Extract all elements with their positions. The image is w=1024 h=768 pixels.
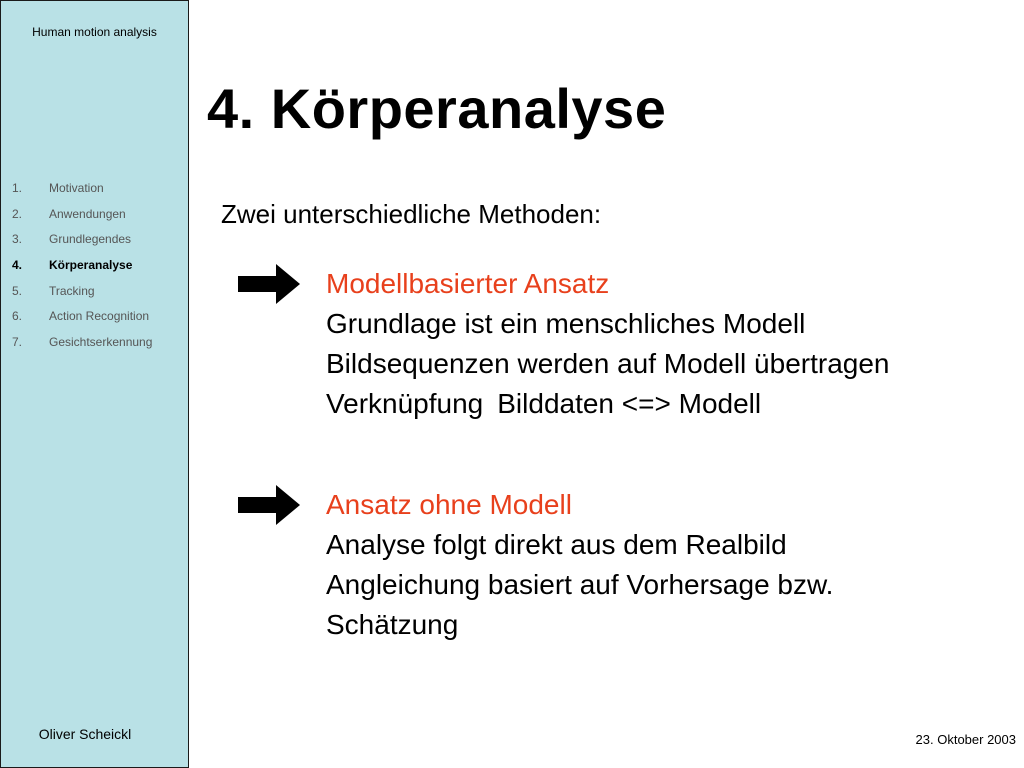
intro-text: Zwei unterschiedliche Methoden: [221,199,602,229]
agenda-list [1,181,188,361]
agenda-label: Körperanalyse [49,258,133,273]
agenda-label: Grundlegendes [49,232,132,247]
agenda-label: Tracking [49,283,95,298]
agenda-number: 5. [12,283,23,298]
agenda-item-anwendungen[interactable] [1,207,188,233]
method-text [326,485,833,645]
sidebar [0,0,189,768]
agenda-item-gesichtserkennung[interactable] [1,335,188,361]
method-line: Analyse folgt direkt aus dem Realbild [326,529,787,560]
agenda-number: 1. [12,181,23,195]
agenda-number: 3. [12,232,23,247]
agenda-item-action-recognition[interactable] [1,309,188,335]
agenda-item-koerperanalyse[interactable] [1,258,188,284]
method-line: Bildsequenzen werden auf Modell übertragen [326,348,890,379]
method-heading: Ansatz ohne Modell [326,489,572,520]
arrow-right-icon [238,264,300,304]
method-line: Schätzung [326,609,459,640]
slide-date: 23. Oktober 2003 [915,732,1016,747]
method-text [326,264,890,424]
method-line-link [326,384,890,424]
agenda-label: Gesichtserkennung [49,335,153,350]
author-name: Oliver Scheickl [38,726,132,742]
agenda-label: Motivation [49,181,104,195]
agenda-label: Anwendungen [49,206,126,221]
agenda-number: 7. [12,335,23,350]
agenda-item-grundlegendes[interactable] [1,232,188,258]
agenda-number: 2. [12,206,23,221]
slide-title: 4. Körperanalyse [207,77,667,140]
agenda-item-tracking[interactable] [1,284,188,310]
link-rest: Bilddaten <=> Modell [497,388,762,419]
agenda-label: Action Recognition [49,309,150,324]
arrow-right-icon [238,485,300,525]
agenda-number: 6. [12,309,23,324]
method-line: Angleichung basiert auf Vorhersage bzw. [326,569,834,600]
method-heading: Modellbasierter Ansatz [326,268,610,299]
agenda-number: 4. [12,258,23,273]
method-line: Grundlage ist ein menschliches Modell [326,308,806,339]
deck-title: Human motion analysis [32,25,157,39]
agenda-item-motivation[interactable] [1,181,188,207]
link-term: Verknüpfung [326,388,484,419]
